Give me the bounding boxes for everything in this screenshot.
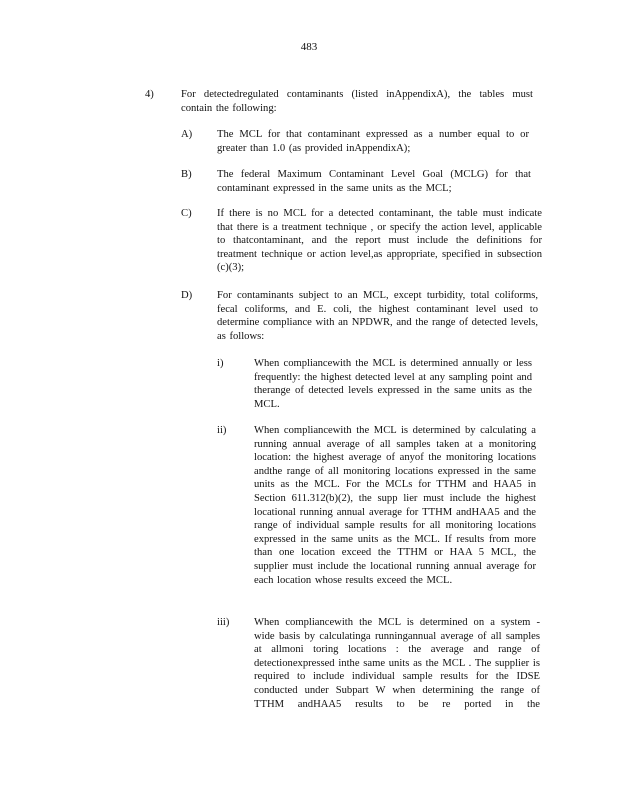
roman-i-text: When compliancewith the MCL is determined annually or less frequently: the highest detected level at any sampling point and therange of detected levels expressed in the same units as the MCL. [254,358,532,410]
item-4-marker: 4) [145,89,154,100]
subitem-c-text: If there is no MCL for a detected contaminant, the table must indicate that there is a treatment technique , or specify the action level, applicable to thatcontaminant, and the report must include the definitions for treatment technique or action level,as appropriate, specified in subsection (c)(3); [217,208,542,274]
roman-iii-marker: iii) [217,617,230,628]
page-number: 483 [300,41,318,53]
subitem-a-marker: A) [181,129,193,140]
subitem-d-marker: D) [181,290,193,301]
roman-ii-text: When compliancewith the MCL is determined by calculating a running annual average of all samples taken at a monitoring location: the highest average of anyof the monitoring locations andthe range of all monitoring locations expressed in the same units as the MCL. For the MCLs for TTHM and HAA5 in Section 611.312(b)(2), the supp lier must include the highest locational running annual average for TTHM andHAA5 and the range of individual sample results for all monitoring locations expressed in the same units as the MCL. If results from more than one location exceed the TTHM or HAA 5 MCL, the supplier must include the locational running annual average for each location whose results exceed the MCL. [254,425,536,586]
roman-ii-marker: ii) [217,425,227,436]
roman-iii-text: When compliancewith the MCL is determined on a system - wide basis by calculatinga runningannual average of all samples at allmoni toring locations : the average and range of detectionexpressed inthe same units as the MCL . The supplier is required to include individual sample results for the IDSE conducted under Subpart W when determining the range of TTHM andHAA5 results to be re ported in the [254,617,540,710]
subitem-b-text: The federal Maximum Contaminant Level Goal (MCLG) for that contaminant expressed in the same units as the MCL; [217,169,531,194]
roman-i-marker: i) [217,358,224,369]
subitem-a-text: The MCL for that contaminant expressed as a number equal to or greater than 1.0 (as provided inAppendixA); [217,129,529,154]
subitem-c-marker: C) [181,208,192,219]
subitem-d-text: For contaminants subject to an MCL, except turbidity, total coliforms, fecal coliforms, and E. coli, the highest contaminant level used to determine compliance with an NPDWR, and the range of detected levels, as follows: [217,290,538,342]
subitem-b-marker: B) [181,169,192,180]
item-4-text: For detectedregulated contaminants (listed inAppendixA), the tables must contain the following: [181,89,533,114]
